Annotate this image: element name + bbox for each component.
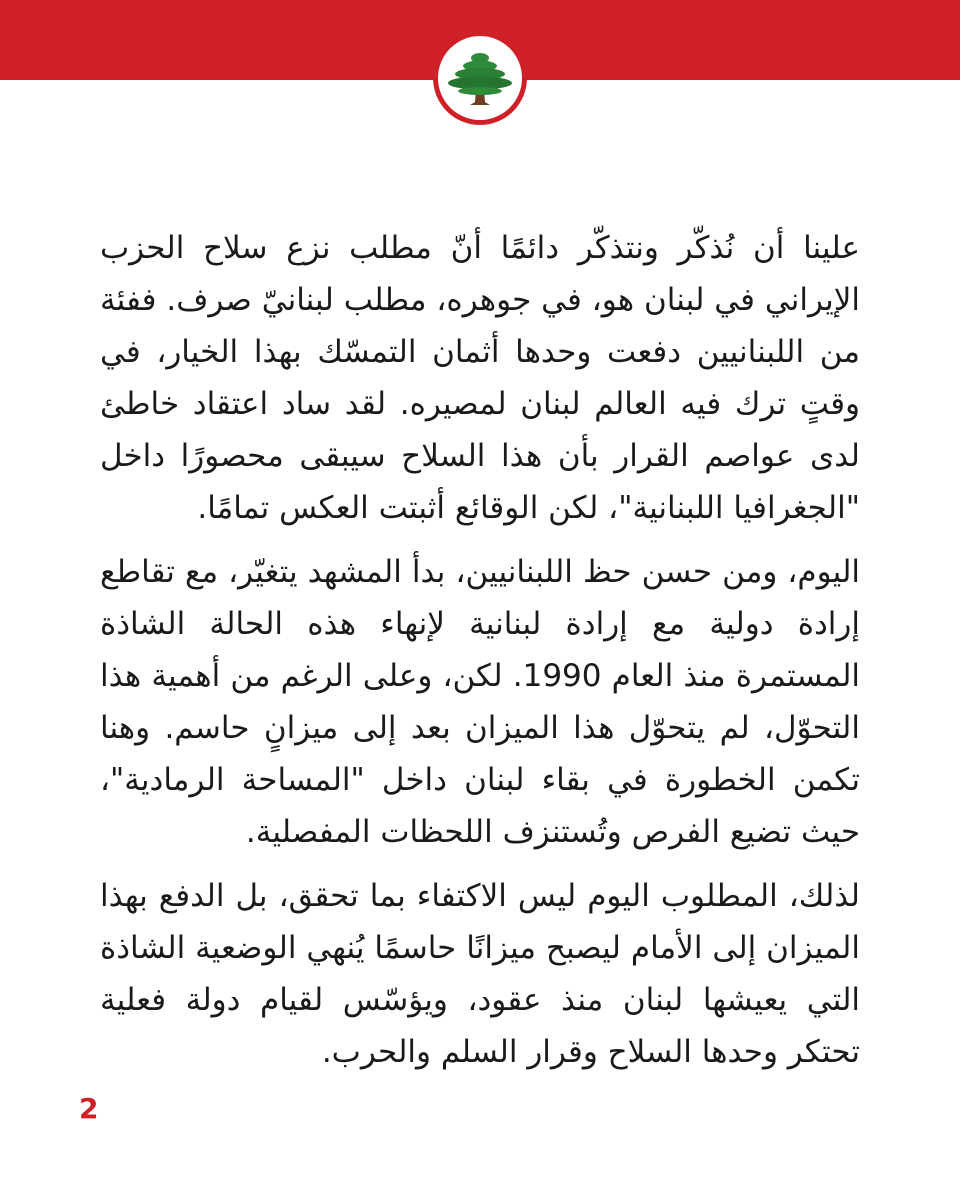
cedar-tree-icon xyxy=(430,28,530,128)
paragraph-1: علينا أن نُذكّر ونتذكّر دائمًا أنّ مطلب نزع سلاح الحزب الإيراني في لبنان هو، في جوهره، مطلب لبنانيّ صرف. ففئة من اللبنانيين دفعت وحدها أثمان التمسّك بهذا الخيار، في وقتٍ ترك فيه العالم لبنان لمصيره. لقد ساد اعتقاد خاطئ لدى عواصم القرار بأن هذا السلاح سيبقى محصورًا داخل "الجغرافيا اللبنانية"، لكن الوقائع أثبتت العكس تمامًا. xyxy=(100,230,860,526)
article-body xyxy=(100,222,860,1090)
paragraph-2: اليوم، ومن حسن حظ اللبنانيين، بدأ المشهد يتغيّر، مع تقاطع إرادة دولية مع إرادة لبنانية لإنهاء هذه الحالة الشاذة المستمرة منذ العام 1990. لكن، وعلى الرغم من أهمية هذا التحوّل، لم يتحوّل هذا الميزان بعد إلى ميزانٍ حاسم. وهنا تكمن الخطورة في بقاء لبنان داخل "المساحة الرمادية"، حيث تضيع الفرص وتُستنزف اللحظات المفصلية. xyxy=(100,554,861,850)
page-number: 2 xyxy=(79,1092,99,1125)
paragraph-3: لذلك، المطلوب اليوم ليس الاكتفاء بما تحقق، بل الدفع بهذا الميزان إلى الأمام ليصبح ميزانًا حاسمًا يُنهي الوضعية الشاذة التي يعيشها لبنان منذ عقود، ويؤسّس لقيام دولة فعلية تحتكر وحدها السلاح وقرار السلم والحرب. xyxy=(100,878,860,1070)
